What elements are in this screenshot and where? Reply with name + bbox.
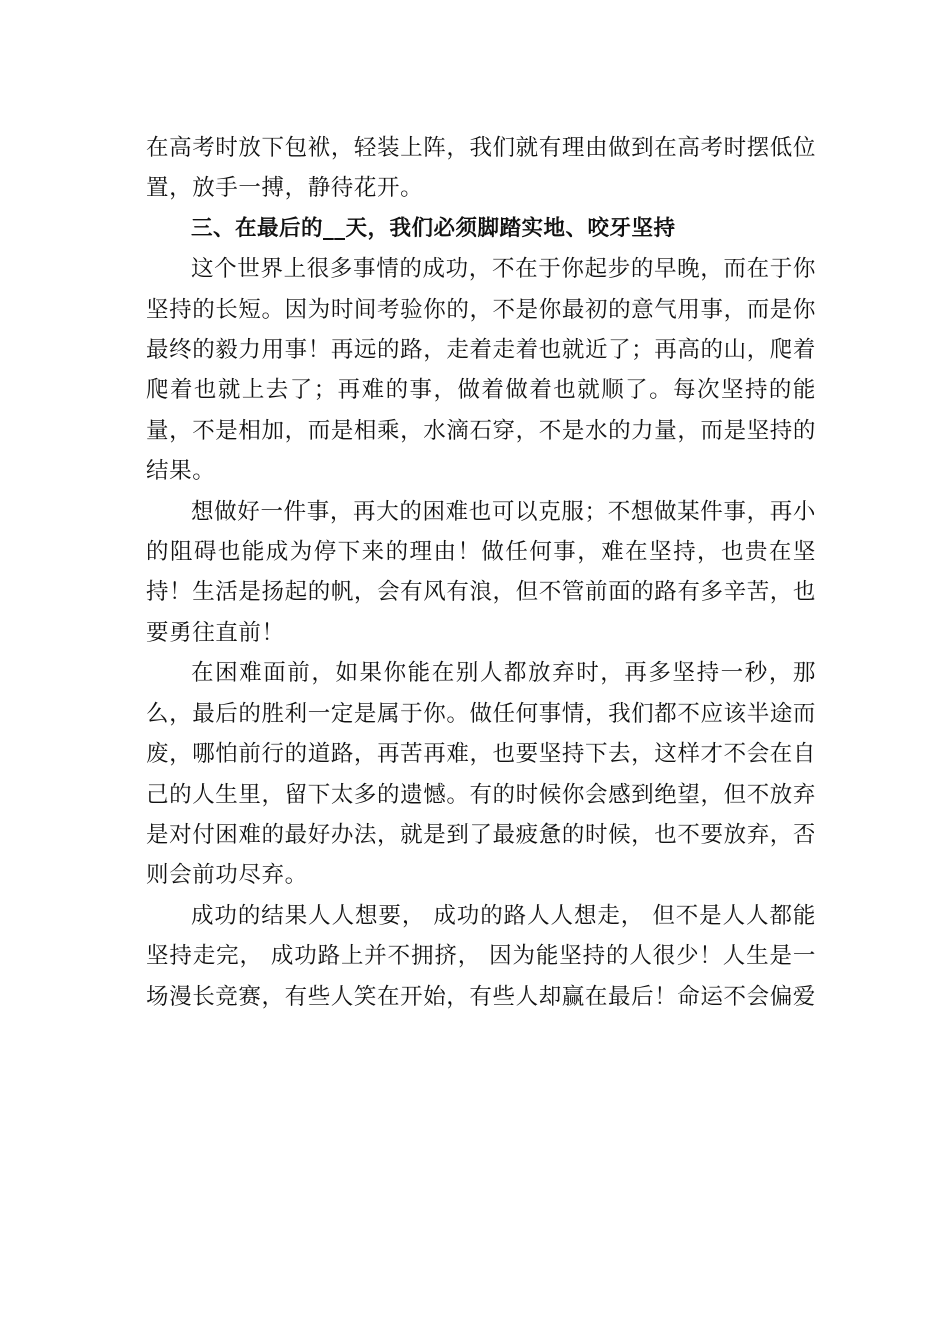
paragraph-overcome-difficulty: 想做好一件事，再大的困难也可以克服；不想做某件事，再小的阻碍也能成为停下来的理由！做任何事，难在坚持，也贵在坚持！生活是扬起的帆，会有风有浪，但不管前面的路有多辛苦，也要勇往直前！ [146, 498, 816, 646]
paragraph-facing-difficulty: 在困难面前，如果你能在别人都放弃时，再多坚持一秒，那么，最后的胜利一定是属于你。做任何事情，我们都不应该半途而废，哪怕前行的道路，再苦再难，也要坚持下去，这样才不会在自己的人生里，留下太多的遗憾。有的时候你会感到绝望，但不放弃是对付困难的最好办法，就是到了最疲惫的时候，也不要放弃，否则会前功尽弃。 [146, 660, 816, 889]
paragraph-success-persistence: 这个世界上很多事情的成功，不在于你起步的早晚，而在于你坚持的长短。因为时间考验你的，不是你最初的意气用事，而是你最终的毅力用事！再远的路，走着走着也就近了；再高的山，爬着爬着也就上去了；再难的事，做着做着也就顺了。每次坚持的能量，不是相加，而是相乘，水滴石穿，不是水的力量，而是坚持的结果。 [146, 256, 816, 485]
paragraph-success-road: 成功的结果人人想要， 成功的路人人想走， 但不是人人都能坚持走完， 成功路上并不拥挤， 因为能坚持的人很少！人生是一场漫长竞赛，有些人笑在开始，有些人却赢在最后！命运不会偏爱 [146, 902, 816, 1010]
section-heading: 三、在最后的__天，我们必须脚踏实地、咬牙坚持 [191, 215, 676, 241]
document-body [146, 128, 816, 1017]
paragraph-intro-continuation: 在高考时放下包袱，轻装上阵，我们就有理由做到在高考时摆低位置，放手一搏，静待花开。 [146, 135, 816, 202]
